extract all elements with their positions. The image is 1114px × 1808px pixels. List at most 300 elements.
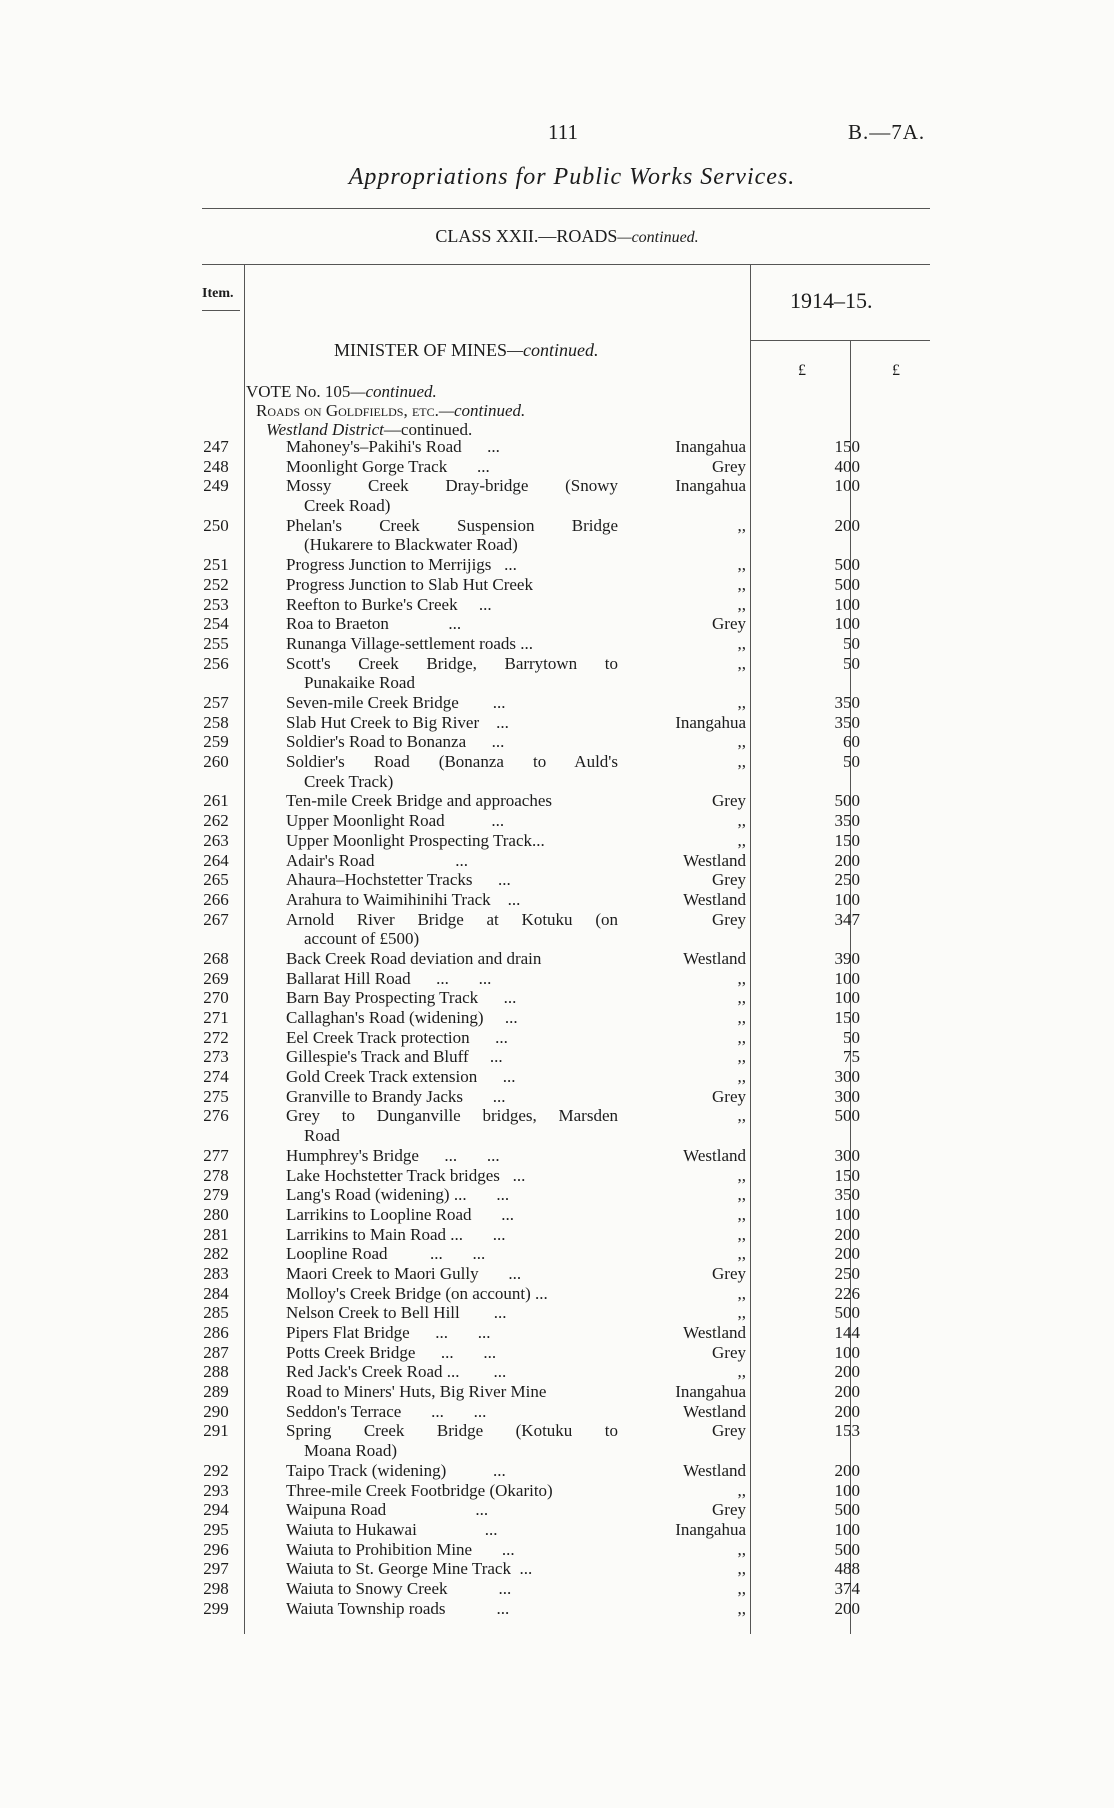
work-description (286, 437, 618, 457)
district-name: ,, (737, 1224, 746, 1244)
work-description-line: Potts Creek Bridge ... ... (286, 1342, 497, 1362)
district-name: Inangahua (675, 437, 746, 456)
table-row (0, 1579, 1114, 1599)
item-number: 270 (203, 988, 229, 1008)
work-description (286, 1579, 618, 1599)
district-name: Grey (712, 1500, 746, 1520)
work-description-continuation: Creek Track) (304, 771, 394, 791)
work-description-line: Mahoney's–Pakihi's Road ... (286, 437, 500, 456)
item-number: 263 (203, 830, 229, 850)
table-row (0, 791, 1114, 811)
item-number: 259 (203, 732, 229, 752)
item-column-header: Item. (202, 286, 234, 301)
work-description-line: Grey to Dunganville bridges, Marsden (286, 1106, 618, 1126)
district-name: Inangahua (675, 712, 746, 732)
item-number: 256 (203, 653, 229, 673)
section-heading-continued: —continued. (438, 401, 526, 420)
district-name: ,, (737, 515, 746, 535)
work-description-line: Lang's Road (widening) ... ... (286, 1185, 510, 1205)
work-description (286, 1106, 618, 1145)
minister-heading-main: MINISTER OF MINES (334, 340, 508, 360)
table-top-rule (202, 264, 930, 265)
table-row (0, 614, 1114, 634)
table-row (0, 634, 1114, 654)
work-description (286, 1520, 618, 1540)
work-description (286, 890, 618, 910)
year-header-underline (750, 340, 930, 341)
work-description (286, 1481, 618, 1501)
item-number: 273 (203, 1047, 229, 1067)
item-number: 290 (203, 1401, 229, 1421)
work-description (286, 851, 618, 871)
work-description-continuation: account of £500) (304, 929, 420, 949)
item-number: 262 (203, 811, 229, 831)
district-name: ,, (737, 1165, 746, 1185)
work-description-line: Soldier's Road to Bonanza ... (286, 732, 505, 752)
work-description-line: Upper Moonlight Prospecting Track... (286, 830, 545, 850)
item-number: 248 (203, 456, 229, 476)
district-name: Grey (712, 1421, 746, 1441)
vote-heading-continued: —continued. (350, 382, 437, 401)
item-number: 279 (203, 1185, 229, 1205)
amount-value: 100 (834, 1342, 860, 1362)
table-row (0, 516, 1114, 555)
work-description (286, 1421, 618, 1460)
table-row (0, 476, 1114, 515)
work-description-line: Taipo Track (widening) ... (286, 1460, 506, 1480)
work-description-line: Eel Creek Track protection ... (286, 1027, 508, 1047)
work-description (286, 575, 618, 595)
table-row (0, 988, 1114, 1008)
title-rule (202, 208, 930, 209)
table-row (0, 437, 1114, 457)
year-column-header: 1914–15. (790, 288, 873, 313)
table-row (0, 1067, 1114, 1087)
work-description (286, 1185, 618, 1205)
work-description-line: Phelan's Creek Suspension Bridge (286, 515, 618, 535)
vote-heading (246, 382, 437, 402)
table-row (0, 1087, 1114, 1107)
work-description-line: Loopline Road ... ... (286, 1244, 486, 1264)
currency-header-2: £ (892, 362, 900, 379)
district-name: ,, (737, 1283, 746, 1303)
amount-value: 200 (834, 1598, 860, 1618)
amount-value: 150 (834, 1008, 860, 1028)
amount-value: 200 (834, 850, 860, 870)
amount-value: 150 (834, 437, 860, 456)
table-row (0, 1106, 1114, 1145)
district-name: Grey (712, 791, 746, 811)
work-description-line: Back Creek Road deviation and drain (286, 948, 542, 968)
district-name: ,, (737, 594, 746, 614)
amount-value: 200 (834, 1382, 860, 1402)
amount-value: 100 (834, 889, 860, 909)
district-name: Inangahua (675, 476, 746, 496)
item-number: 282 (203, 1244, 229, 1264)
item-number: 271 (203, 1008, 229, 1028)
table-row (0, 1500, 1114, 1520)
work-description-line: Waiuta to Snowy Creek ... (286, 1578, 512, 1598)
section-heading-main: Roads on Goldfields, etc. (256, 401, 439, 420)
district-name: Westland (683, 948, 746, 968)
district-name: Grey (712, 870, 746, 890)
work-description-line: Seddon's Terrace ... ... (286, 1401, 487, 1421)
work-description (286, 1244, 618, 1264)
amount-value: 500 (834, 1500, 860, 1520)
district-name: ,, (737, 574, 746, 594)
district-name: ,, (737, 692, 746, 712)
item-header-underline (202, 310, 240, 311)
table-row (0, 1481, 1114, 1501)
work-description (286, 1146, 618, 1166)
item-number: 251 (203, 555, 229, 575)
work-description-line: Road to Miners' Huts, Big River Mine (286, 1382, 547, 1402)
item-number: 261 (203, 791, 229, 811)
district-name: ,, (737, 1106, 746, 1126)
table-row (0, 752, 1114, 791)
district-name: ,, (737, 1185, 746, 1205)
work-description-line: Maori Creek to Maori Gully ... (286, 1263, 522, 1283)
district-name: ,, (737, 1244, 746, 1264)
page-title: Appropriations for Public Works Services. (348, 164, 796, 190)
district-name: Westland (683, 1323, 746, 1343)
work-description-line: Mossy Creek Dray-bridge (Snowy (286, 476, 618, 496)
work-description-line: Gillespie's Track and Bluff ... (286, 1047, 503, 1067)
work-description (286, 1067, 618, 1087)
currency-header-1: £ (798, 362, 806, 379)
amount-value: 300 (834, 1145, 860, 1165)
item-number: 250 (203, 515, 229, 535)
district-name: Westland (683, 1460, 746, 1480)
table-row (0, 1008, 1114, 1028)
work-description (286, 831, 618, 851)
amount-value: 50 (843, 653, 860, 673)
work-description-line: Adair's Road ... (286, 850, 469, 870)
work-description-line: Three-mile Creek Footbridge (Okarito) (286, 1480, 553, 1500)
table-row (0, 1343, 1114, 1363)
amount-value: 350 (834, 712, 860, 732)
amount-value: 50 (843, 752, 860, 772)
work-description-line: Humphrey's Bridge ... ... (286, 1145, 500, 1165)
work-description (286, 1225, 618, 1245)
amount-value: 100 (834, 968, 860, 988)
amount-value: 200 (834, 1362, 860, 1382)
district-name: ,, (737, 1578, 746, 1598)
district-name: ,, (737, 633, 746, 653)
item-number: 276 (203, 1106, 229, 1126)
district-name: ,, (737, 732, 746, 752)
amount-value: 200 (834, 1224, 860, 1244)
work-description (286, 1028, 618, 1048)
table-row (0, 969, 1114, 989)
item-number: 283 (203, 1263, 229, 1283)
district-name: ,, (737, 1008, 746, 1028)
item-number: 253 (203, 594, 229, 614)
work-description (286, 949, 618, 969)
item-number: 286 (203, 1323, 229, 1343)
appropriations-table-body (0, 437, 1114, 1618)
item-number: 272 (203, 1027, 229, 1047)
amount-value: 300 (834, 1086, 860, 1106)
table-row (0, 1166, 1114, 1186)
district-name: ,, (737, 811, 746, 831)
work-description-line: Upper Moonlight Road ... (286, 811, 505, 831)
amount-value: 500 (834, 574, 860, 594)
table-row (0, 1146, 1114, 1166)
work-description-line: Pipers Flat Bridge ... ... (286, 1323, 491, 1343)
item-number: 299 (203, 1598, 229, 1618)
work-description (286, 1303, 618, 1323)
district-name: Grey (712, 614, 746, 634)
item-number: 284 (203, 1283, 229, 1303)
work-description-line: Slab Hut Creek to Big River ... (286, 712, 509, 732)
amount-value: 75 (843, 1047, 860, 1067)
amount-value: 350 (834, 811, 860, 831)
item-number: 297 (203, 1559, 229, 1579)
work-description (286, 516, 618, 555)
page-number: 111 (548, 120, 578, 144)
table-row (0, 693, 1114, 713)
class-heading-main: CLASS XXII.—ROADS (435, 226, 618, 246)
work-description (286, 1284, 618, 1304)
work-description-line: Molloy's Creek Bridge (on account) ... (286, 1283, 548, 1303)
document-reference: B.—7A. (848, 120, 926, 144)
work-description (286, 752, 618, 791)
amount-value: 100 (834, 476, 860, 496)
district-name: Westland (683, 889, 746, 909)
table-row (0, 732, 1114, 752)
amount-value: 150 (834, 830, 860, 850)
work-description (286, 1382, 618, 1402)
table-row (0, 1520, 1114, 1540)
work-description (286, 969, 618, 989)
district-name: ,, (737, 830, 746, 850)
district-name: ,, (737, 1067, 746, 1087)
item-number: 255 (203, 633, 229, 653)
work-description (286, 595, 618, 615)
work-description (286, 713, 618, 733)
item-number: 287 (203, 1342, 229, 1362)
amount-value: 100 (834, 988, 860, 1008)
amount-value: 144 (834, 1323, 860, 1343)
item-number: 247 (203, 437, 229, 456)
item-number: 264 (203, 850, 229, 870)
item-number: 292 (203, 1460, 229, 1480)
table-row (0, 1028, 1114, 1048)
table-row (0, 949, 1114, 969)
table-row (0, 1461, 1114, 1481)
table-row (0, 1402, 1114, 1422)
district-name: ,, (737, 1303, 746, 1323)
minister-heading (334, 340, 599, 361)
item-number: 252 (203, 574, 229, 594)
amount-value: 60 (843, 732, 860, 752)
amount-value: 100 (834, 1204, 860, 1224)
amount-value: 100 (834, 1519, 860, 1539)
item-number: 281 (203, 1224, 229, 1244)
amount-value: 153 (834, 1421, 860, 1441)
table-row (0, 1185, 1114, 1205)
district-heading-main: Westland District (266, 420, 384, 439)
amount-value: 100 (834, 614, 860, 634)
work-description (286, 654, 618, 693)
table-row (0, 1599, 1114, 1619)
amount-value: 350 (834, 692, 860, 712)
amount-value: 150 (834, 1165, 860, 1185)
table-row (0, 1382, 1114, 1402)
district-name: Westland (683, 1401, 746, 1421)
district-name: ,, (737, 1204, 746, 1224)
table-row (0, 1362, 1114, 1382)
work-description-line: Roa to Braeton ... (286, 614, 462, 634)
table-row (0, 1047, 1114, 1067)
work-description (286, 732, 618, 752)
amount-value: 200 (834, 1460, 860, 1480)
district-name: ,, (737, 1362, 746, 1382)
work-description-line: Callaghan's Road (widening) ... (286, 1008, 518, 1028)
work-description (286, 870, 618, 890)
item-number: 268 (203, 948, 229, 968)
amount-value: 500 (834, 555, 860, 575)
amount-value: 200 (834, 515, 860, 535)
work-description-line: Moonlight Gorge Track ... (286, 456, 490, 476)
district-name: Westland (683, 1145, 746, 1165)
district-name: ,, (737, 968, 746, 988)
work-description (286, 1087, 618, 1107)
item-number: 249 (203, 476, 229, 496)
work-description-line: Scott's Creek Bridge, Barrytown to (286, 653, 618, 673)
district-name: ,, (737, 555, 746, 575)
work-description (286, 1205, 618, 1225)
work-description-line: Ahaura–Hochstetter Tracks ... (286, 870, 511, 890)
district-name: ,, (737, 1559, 746, 1579)
work-description (286, 1047, 618, 1067)
table-row (0, 1244, 1114, 1264)
table-row (0, 851, 1114, 871)
work-description-line: Runanga Village-settlement roads ... (286, 633, 533, 653)
amount-value: 500 (834, 791, 860, 811)
work-description (286, 811, 618, 831)
table-row (0, 811, 1114, 831)
amount-value: 226 (834, 1283, 860, 1303)
district-name: Grey (712, 1086, 746, 1106)
table-row (0, 1559, 1114, 1579)
district-name: ,, (737, 752, 746, 772)
work-description (286, 693, 618, 713)
amount-value: 500 (834, 1539, 860, 1559)
amount-value: 400 (834, 456, 860, 476)
item-number: 254 (203, 614, 229, 634)
work-description-continuation: Punakaike Road (304, 673, 415, 693)
amount-value: 300 (834, 1067, 860, 1087)
work-description (286, 988, 618, 1008)
table-row (0, 555, 1114, 575)
table-row (0, 1205, 1114, 1225)
amount-value: 50 (843, 633, 860, 653)
work-description (286, 1362, 618, 1382)
work-description (286, 614, 618, 634)
item-number: 258 (203, 712, 229, 732)
work-description-line: Larrikins to Main Road ... ... (286, 1224, 506, 1244)
amount-value: 200 (834, 1401, 860, 1421)
table-row (0, 1225, 1114, 1245)
item-number: 278 (203, 1165, 229, 1185)
table-row (0, 1264, 1114, 1284)
table-row (0, 1540, 1114, 1560)
item-number: 294 (203, 1500, 229, 1520)
item-number: 293 (203, 1480, 229, 1500)
district-heading-continued: —continued. (383, 420, 473, 439)
work-description-line: Waiuta to Prohibition Mine ... (286, 1539, 515, 1559)
district-name: ,, (737, 653, 746, 673)
work-description-line: Soldier's Road (Bonanza to Auld's (286, 752, 618, 772)
work-description-continuation: (Hukarere to Blackwater Road) (304, 535, 518, 555)
table-row (0, 910, 1114, 949)
work-description (286, 457, 618, 477)
item-number: 266 (203, 889, 229, 909)
district-name: ,, (737, 1480, 746, 1500)
amount-value: 500 (834, 1303, 860, 1323)
work-description-line: Progress Junction to Slab Hut Creek (286, 574, 533, 594)
work-description-line: Arnold River Bridge at Kotuku (on (286, 909, 618, 929)
table-row (0, 595, 1114, 615)
district-name: Grey (712, 1263, 746, 1283)
table-row (0, 1303, 1114, 1323)
amount-value: 350 (834, 1185, 860, 1205)
item-number: 274 (203, 1067, 229, 1087)
item-number: 285 (203, 1303, 229, 1323)
work-description-line: Nelson Creek to Bell Hill ... (286, 1303, 507, 1323)
work-description-line: Progress Junction to Merrijigs ... (286, 555, 517, 575)
work-description-line: Larrikins to Loopline Road ... (286, 1204, 515, 1224)
item-number: 296 (203, 1539, 229, 1559)
item-number: 257 (203, 692, 229, 712)
amount-value: 250 (834, 870, 860, 890)
amount-value: 100 (834, 1480, 860, 1500)
work-description-line: Arahura to Waimihinihi Track ... (286, 889, 521, 909)
vote-heading-main: VOTE No. 105 (246, 382, 351, 401)
table-row (0, 1421, 1114, 1460)
amount-value: 488 (834, 1559, 860, 1579)
item-number: 298 (203, 1578, 229, 1598)
district-name: ,, (737, 988, 746, 1008)
work-description-line: Waiuta Township roads ... (286, 1598, 510, 1618)
district-name: Westland (683, 850, 746, 870)
work-description (286, 1500, 618, 1520)
item-number: 260 (203, 752, 229, 772)
district-name: Grey (712, 1342, 746, 1362)
item-number: 280 (203, 1204, 229, 1224)
work-description (286, 1559, 618, 1579)
work-description (286, 1166, 618, 1186)
table-row (0, 831, 1114, 851)
district-name: ,, (737, 1027, 746, 1047)
amount-value: 374 (834, 1578, 860, 1598)
table-row (0, 870, 1114, 890)
class-heading (0, 226, 1114, 247)
table-row (0, 890, 1114, 910)
item-number: 289 (203, 1382, 229, 1402)
work-description-line: Reefton to Burke's Creek ... (286, 594, 492, 614)
table-row (0, 457, 1114, 477)
work-description (286, 555, 618, 575)
table-row (0, 575, 1114, 595)
amount-value: 500 (834, 1106, 860, 1126)
work-description (286, 634, 618, 654)
table-row (0, 713, 1114, 733)
table-row (0, 1284, 1114, 1304)
item-number: 265 (203, 870, 229, 890)
